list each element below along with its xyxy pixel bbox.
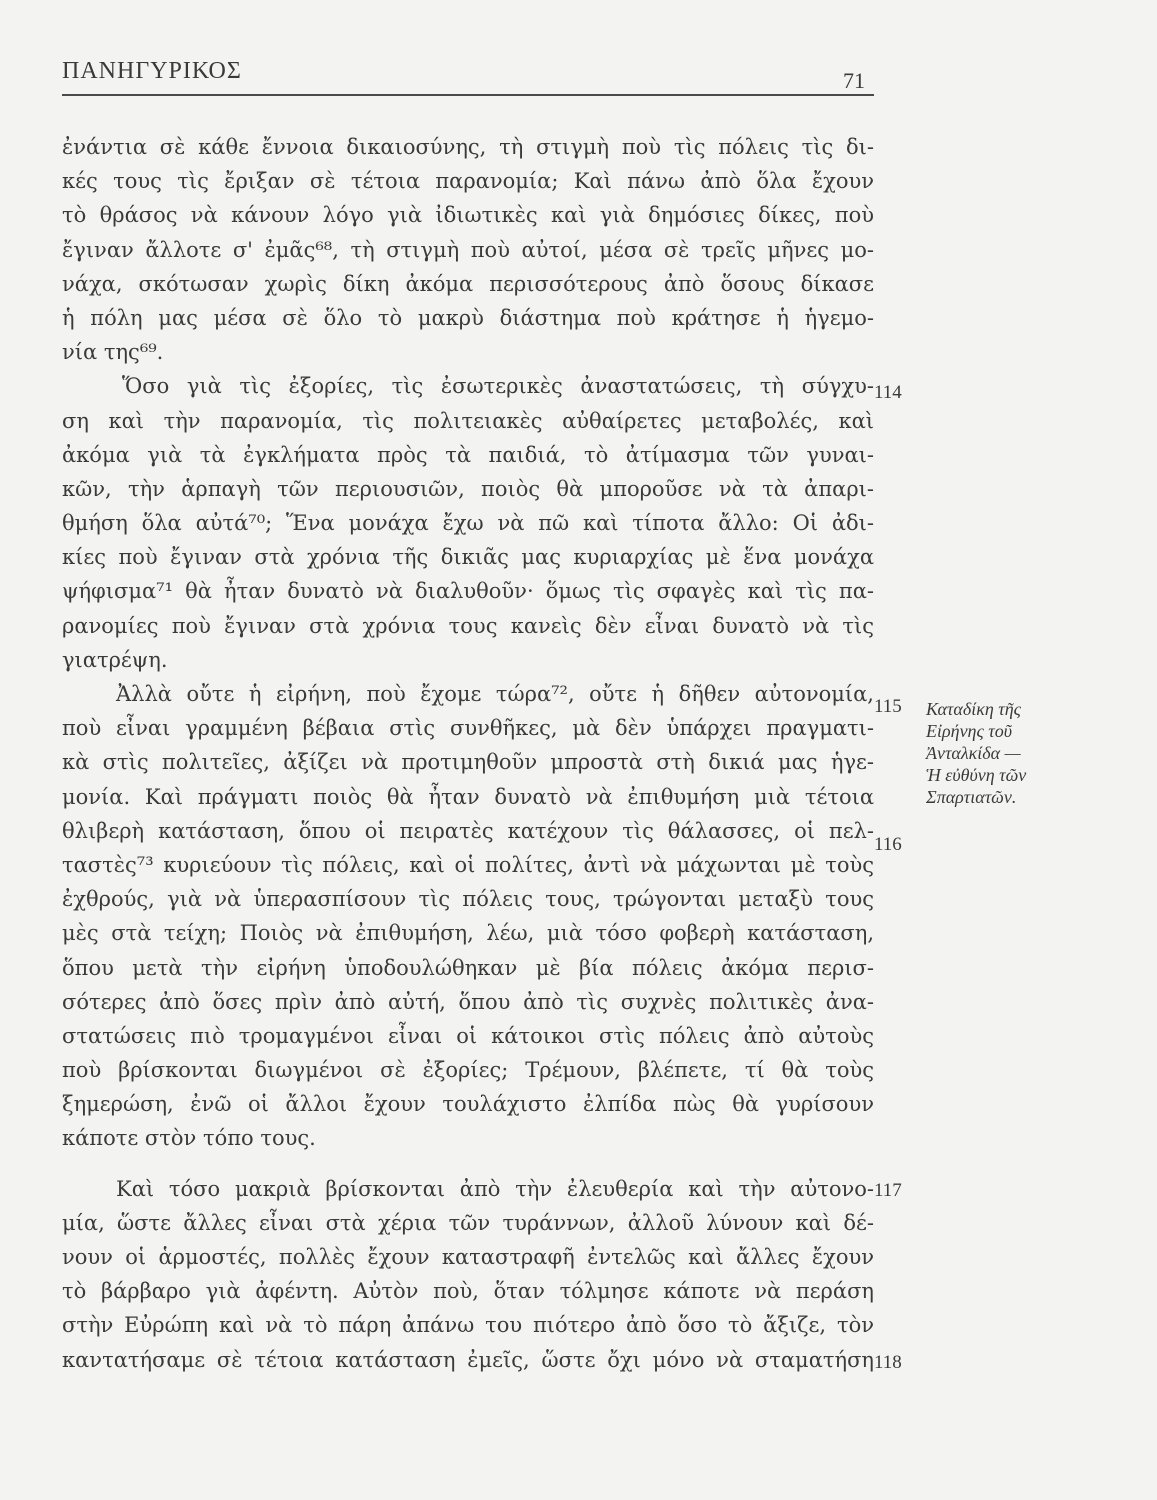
section-number-114: 114 <box>874 382 902 403</box>
margin-note-line: Ἡ εὐθύνη τῶν <box>926 765 1027 785</box>
text-line: κές τους τὶς ἔριξαν σὲ τέτοια παρανομία; Καὶ πάνω ἀπὸ ὅλα ἔχουν <box>62 169 874 194</box>
section-number-115: 115 <box>874 696 902 717</box>
text-line: ση καὶ τὴν παρανομία, τὶς πολιτειακὲς αὐθαίρετες μεταβολές, καὶ <box>62 408 874 433</box>
text-line: τὸ θράσος νὰ κάνουν λόγο γιὰ ἰδιωτικὲς καὶ γιὰ δημόσιες δίκες, ποὺ <box>62 203 874 228</box>
body-text <box>62 130 874 1377</box>
margin-note-line: Σπαρτιατῶν. <box>926 787 1017 807</box>
margin-note-line: Καταδίκη τῆς <box>926 699 1021 719</box>
section-number-117: 117 <box>874 1180 902 1201</box>
text-line: καντατήσαμε σὲ τέτοια κατάσταση ἐμεῖς, ὥστε ὄχι μόνο νὰ σταματήση <box>62 1347 874 1372</box>
text-line: γιατρέψη. <box>62 647 168 672</box>
text-line: νάχα, σκότωσαν χωρὶς δίκη ἀκόμα περισσότερους ἀπὸ ὅσους δίκασε <box>62 271 874 296</box>
text-line: ἐχθρούς, γιὰ νὰ ὑπερασπίσουν τὶς πόλεις τους, τρώγονται μεταξὺ τους <box>62 887 874 912</box>
text-line: νουν οἱ ἁρμοστές, πολλὲς ἔχουν καταστραφῆ ἐντελῶς καὶ ἄλλες ἔχουν <box>62 1245 874 1269</box>
page-number: 71 <box>843 68 865 93</box>
text-line: στὴν Εὐρώπη καὶ νὰ τὸ πάρη ἀπάνω του πιότερο ἀπὸ ὅσο τὸ ἄξιζε, τὸν <box>62 1313 874 1338</box>
text-line: ποὺ βρίσκονται διωγμένοι σὲ ἐξορίες; Τρέμουν, βλέπετε, τί θὰ τοὺς <box>62 1058 874 1083</box>
text-line: τὸ βάρβαρο γιὰ ἀφέντη. Αὐτὸν ποὺ, ὅταν τόλμησε κάποτε νὰ περάση <box>62 1279 874 1304</box>
text-line: κὰ στὶς πολιτεῖες, ἀξίζει νὰ προτιμηθοῦν μπροστὰ στὴ δικιά μας ἡγε- <box>62 750 874 775</box>
text-line: κάποτε στὸν τόπο τους. <box>62 1126 316 1151</box>
text-line: ψήφισμα⁷¹ θὰ ἦταν δυνατὸ νὰ διαλυθοῦν· ὅμως τὶς σφαγὲς καὶ τὶς πα- <box>62 579 874 604</box>
text-line: ρανομίες ποὺ ἔγιναν στὰ χρόνια τους κανεὶς δὲν εἶναι δυνατὸ νὰ τὶς <box>62 613 874 638</box>
text-line: μὲς στὰ τείχη; Ποιὸς νὰ ἐπιθυμήση, λέω, μιὰ τόσο φοβερὴ κατάσταση, <box>62 921 874 946</box>
text-line: μία, ὥστε ἄλλες εἶναι στὰ χέρια τῶν τυράννων, ἀλλοῦ λύνουν καὶ δέ- <box>62 1210 874 1235</box>
text-line: ἀκόμα γιὰ τὰ ἐγκλήματα πρὸς τὰ παιδιά, τὸ ἀτίμασμα τῶν γυναι- <box>62 442 874 467</box>
text-line: μονία. Καὶ πράγματι ποιὸς θὰ ἦταν δυνατὸ νὰ ἐπιθυμήση μιὰ τέτοια <box>62 784 874 809</box>
text-line: νία της⁶⁹. <box>62 340 164 365</box>
text-line: Ὅσο γιὰ τὶς ἐξορίες, τὶς ἐσωτερικὲς ἀναστατώσεις, τὴ σύγχυ- <box>122 374 874 399</box>
text-line: σότερες ἀπὸ ὅσες πρὶν ἀπὸ αὐτή, ὅπου ἀπὸ τὶς συχνὲς πολιτικὲς ἀνα- <box>62 989 874 1014</box>
text-line: ποὺ εἶναι γραμμένη βέβαια στὶς συνθῆκες, μὰ δὲν ὑπάρχει πραγματι- <box>62 716 874 741</box>
section-number-116: 116 <box>874 834 902 855</box>
text-line: κῶν, τὴν ἁρπαγὴ τῶν περιουσιῶν, ποιὸς θὰ μποροῦσε νὰ τὰ ἀπαρι- <box>62 476 874 501</box>
text-line: ἐνάντια σὲ κάθε ἔννοια δικαιοσύνης, τὴ στιγμὴ ποὺ τὶς πόλεις τὶς δι- <box>62 135 874 159</box>
text-line: ἔγιναν ἄλλοτε σ' ἐμᾶς⁶⁸, τὴ στιγμὴ ποὺ αὐτοί, μέσα σὲ τρεῖς μῆνες μο- <box>62 237 874 262</box>
margin-note-line: Ἀνταλκίδα — <box>926 743 1021 763</box>
text-line: ταστὲς⁷³ κυριεύουν τὶς πόλεις, καὶ οἱ πολίτες, ἀντὶ νὰ μάχωνται μὲ τοὺς <box>62 852 874 877</box>
text-line: κίες ποὺ ἔγιναν στὰ χρόνια τῆς δικιᾶς μας κυριαρχίας μὲ ἕνα μονάχα <box>62 545 874 570</box>
margin-note <box>926 698 1076 808</box>
text-line: Ἀλλὰ οὔτε ἡ εἰρήνη, ποὺ ἔχομε τώρα⁷², οὔτε ἡ δῆθεν αὐτονομία, <box>116 682 874 706</box>
text-line: θλιβερὴ κατάσταση, ὅπου οἱ πειρατὲς κατέχουν τὶς θάλασσες, οἱ πελ- <box>62 818 874 843</box>
margin-note-line: Εἰρήνης τοῦ <box>926 721 1012 741</box>
text-line: ξημερώση, ἐνῶ οἱ ἄλλοι ἔχουν τουλάχιστο ἐλπίδα πὼς θὰ γυρίσουν <box>62 1092 874 1117</box>
text-line: στατώσεις πιὸ τρομαγμένοι εἶναι οἱ κάτοικοι στὶς πόλεις ἀπὸ αὐτοὺς <box>62 1023 874 1048</box>
running-header-title: ΠΑΝΗΓΥΡΙΚΟΣ <box>62 58 242 84</box>
section-number-118: 118 <box>874 1352 902 1373</box>
header-rule <box>62 94 874 96</box>
text-line: ἡ πόλη μας μέσα σὲ ὅλο τὸ μακρὺ διάστημα ποὺ κράτησε ἡ ἡγεμο- <box>62 305 874 330</box>
text-line: ὅπου μετὰ τὴν εἰρήνη ὑποδουλώθηκαν μὲ βία πόλεις ἀκόμα περισ- <box>62 955 874 980</box>
text-line: θμήση ὅλα αὐτά⁷⁰; Ἕνα μονάχα ἔχω νὰ πῶ καὶ τίποτα ἄλλο: Οἱ ἀδι- <box>62 511 874 536</box>
text-line: Καὶ τόσο μακριὰ βρίσκονται ἀπὸ τὴν ἐλευθερία καὶ τὴν αὐτονο- <box>116 1176 874 1201</box>
